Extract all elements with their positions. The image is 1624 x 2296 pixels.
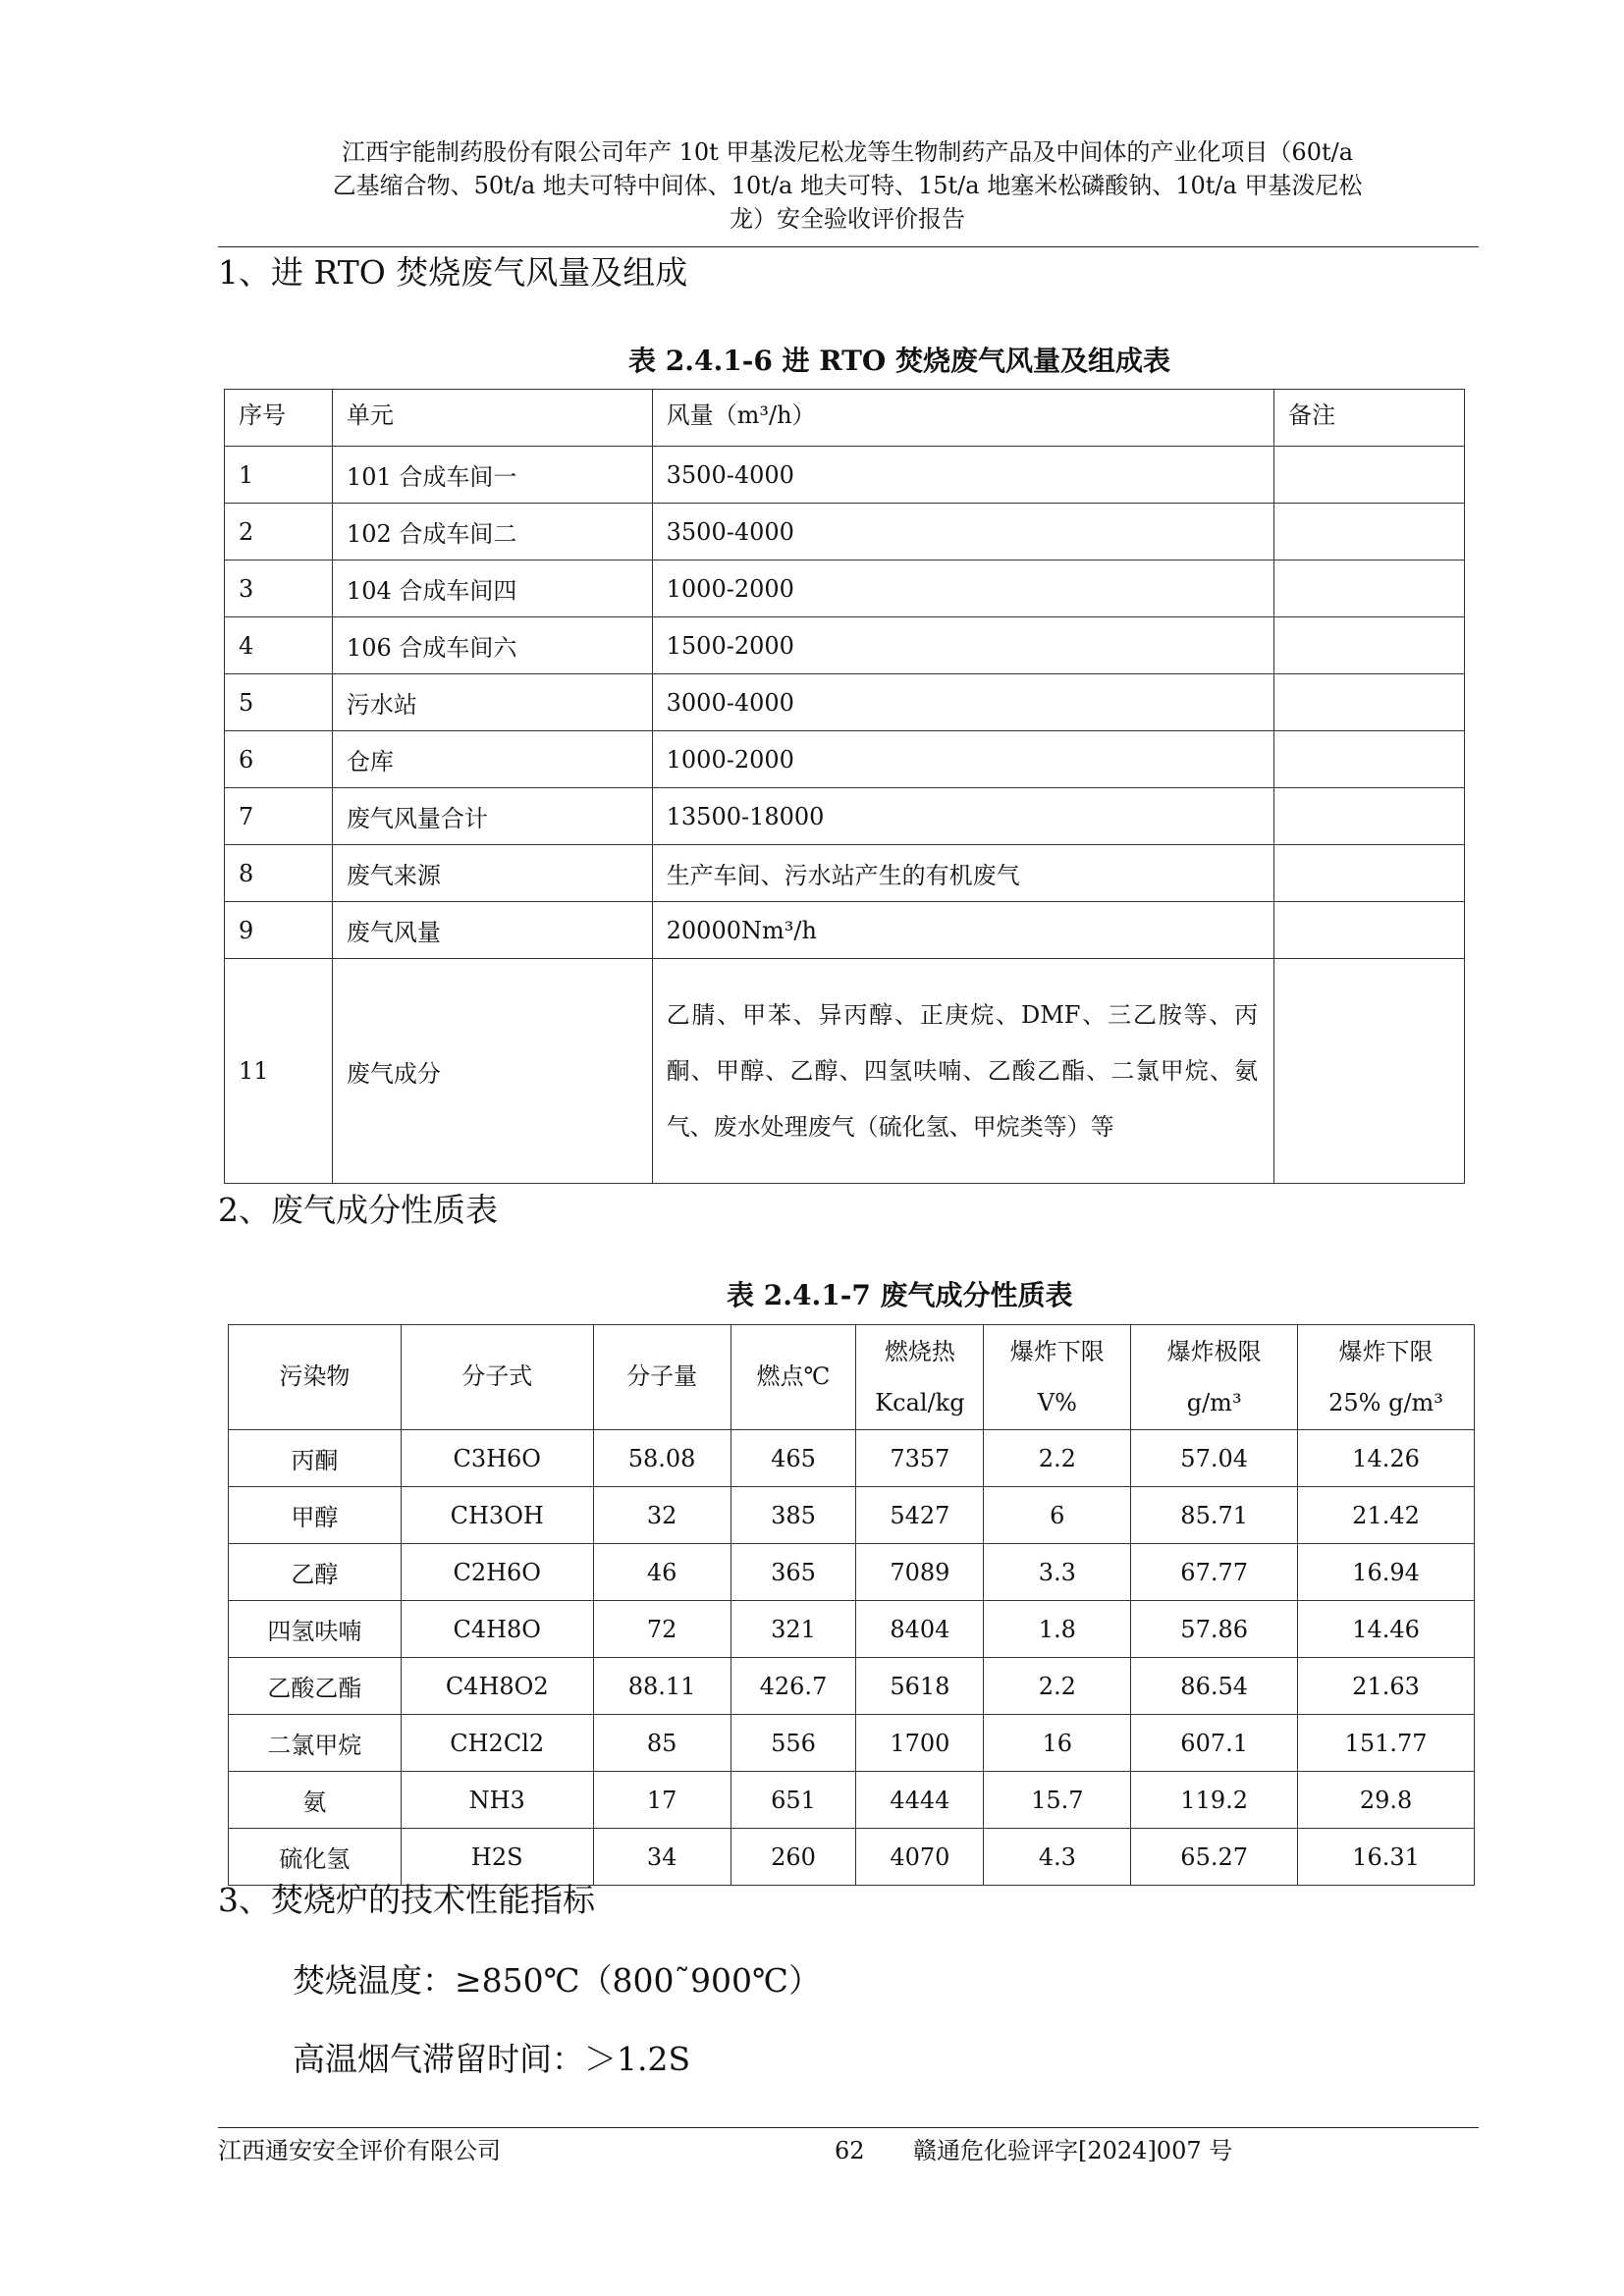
table-cell: CH2Cl2 (401, 1715, 593, 1772)
table-cell: 1000-2000 (652, 731, 1274, 788)
table-cell: 3 (225, 561, 333, 617)
table-cell: 651 (731, 1772, 856, 1829)
table-cell: 46 (593, 1544, 731, 1601)
table-cell: 21.42 (1298, 1487, 1475, 1544)
table-cell: 1.8 (984, 1601, 1131, 1658)
table-cell: 乙酸乙酯 (229, 1658, 402, 1715)
footer-company: 江西通安安全评价有限公司 (218, 2137, 501, 2164)
table-cell: 85 (593, 1715, 731, 1772)
table-cell (1274, 788, 1465, 845)
table-row (225, 504, 1465, 561)
table-cell (1274, 845, 1465, 902)
page-header (224, 135, 1471, 236)
table-cell (1274, 674, 1465, 731)
table-cell: H2S (401, 1829, 593, 1886)
table-cell: C4H8O (401, 1601, 593, 1658)
table-cell: 102 合成车间二 (332, 504, 652, 561)
table-cell: 1700 (856, 1715, 984, 1772)
table-cell: 607.1 (1131, 1715, 1298, 1772)
table-row (229, 1430, 1475, 1487)
table-cell: 乙醇 (229, 1544, 402, 1601)
page-number: 62 (835, 2137, 865, 2164)
table-row (225, 731, 1465, 788)
table-row (225, 617, 1465, 674)
table-header-row (225, 390, 1465, 447)
table-cell (1274, 731, 1465, 788)
header-cell: 爆炸下限 25% g/m³ (1298, 1325, 1475, 1430)
table-cell: 4 (225, 617, 333, 674)
header-divider (218, 246, 1479, 247)
table-header-row (229, 1325, 1475, 1430)
table-row (225, 902, 1465, 959)
table-cell: NH3 (401, 1772, 593, 1829)
table-cell (1274, 617, 1465, 674)
table-cell: 丙酮 (229, 1430, 402, 1487)
table-cell: 乙腈、甲苯、异丙醇、正庚烷、DMF、三乙胺等、丙酮、甲醇、乙醇、四氢呋喃、乙酸乙酯、二氯甲烷、氨气、废水处理废气（硫化氢、甲烷类等）等 (652, 959, 1274, 1184)
table-cell: 生产车间、污水站产生的有机废气 (652, 845, 1274, 902)
table-cell: 3500-4000 (652, 504, 1274, 561)
header-cell: 污染物 (229, 1325, 402, 1430)
header-cell: 燃烧热 Kcal/kg (856, 1325, 984, 1430)
table-row (225, 447, 1465, 504)
table-cell: 5618 (856, 1658, 984, 1715)
table-cell: 104 合成车间四 (332, 561, 652, 617)
table-cell: 8404 (856, 1601, 984, 1658)
table-cell (1274, 447, 1465, 504)
table-cell: 34 (593, 1829, 731, 1886)
table-cell (1274, 959, 1465, 1184)
table-cell: 426.7 (731, 1658, 856, 1715)
table-cell: 86.54 (1131, 1658, 1298, 1715)
table-cell: 仓库 (332, 731, 652, 788)
table-cell: 4.3 (984, 1829, 1131, 1886)
table-cell: 88.11 (593, 1658, 731, 1715)
header-line-1: 江西宇能制药股份有限公司年产 10t 甲基泼尼松龙等生物制药产品及中间体的产业化项目（60t/a (341, 138, 1354, 166)
table-row (225, 788, 1465, 845)
table-cell: 16.94 (1298, 1544, 1475, 1601)
table-row (225, 561, 1465, 617)
table-cell: 556 (731, 1715, 856, 1772)
header-cell: 爆炸极限 g/m³ (1131, 1325, 1298, 1430)
table-cell: 6 (984, 1487, 1131, 1544)
table-cell: 16 (984, 1715, 1131, 1772)
table-cell: 废气来源 (332, 845, 652, 902)
header-cell: 分子量 (593, 1325, 731, 1430)
table-row (225, 674, 1465, 731)
table-row (229, 1487, 1475, 1544)
table-cell: 3.3 (984, 1544, 1131, 1601)
table-cell (1274, 561, 1465, 617)
table-cell: 1 (225, 447, 333, 504)
table-cell: 65.27 (1131, 1829, 1298, 1886)
table-cell: 57.04 (1131, 1430, 1298, 1487)
table-cell: 废气成分 (332, 959, 652, 1184)
table-cell: 7357 (856, 1430, 984, 1487)
table-cell: 5427 (856, 1487, 984, 1544)
table-cell: 17 (593, 1772, 731, 1829)
table-cell: 8 (225, 845, 333, 902)
section-3-title: 3、焚烧炉的技术性能指标 (218, 1881, 595, 1919)
table-cell: 1500-2000 (652, 617, 1274, 674)
table-cell: 4444 (856, 1772, 984, 1829)
table-cell: 4070 (856, 1829, 984, 1886)
table-cell (1274, 902, 1465, 959)
header-cell: 备注 (1274, 390, 1465, 447)
table-row (229, 1601, 1475, 1658)
table-cell: 废气风量 (332, 902, 652, 959)
table-cell: 7 (225, 788, 333, 845)
table-cell: 14.26 (1298, 1430, 1475, 1487)
table-cell: 16.31 (1298, 1829, 1475, 1886)
table-cell: 硫化氢 (229, 1829, 402, 1886)
table-row (225, 845, 1465, 902)
table-cell: 2 (225, 504, 333, 561)
table-cell: 甲醇 (229, 1487, 402, 1544)
header-cell: 单元 (332, 390, 652, 447)
table-cell: 3500-4000 (652, 447, 1274, 504)
table-cell: 6 (225, 731, 333, 788)
table-cell: 119.2 (1131, 1772, 1298, 1829)
gas-properties-body (229, 1430, 1475, 1886)
air-volume-table (224, 389, 1465, 1184)
table-cell (1274, 504, 1465, 561)
table-cell: 101 合成车间一 (332, 447, 652, 504)
flue-gas-residence-time: 高温烟气滞留时间：＞1.2S (293, 2040, 691, 2078)
table-cell: 72 (593, 1601, 731, 1658)
table-cell: C3H6O (401, 1430, 593, 1487)
table-cell: 260 (731, 1829, 856, 1886)
table-cell: 465 (731, 1430, 856, 1487)
header-cell: 序号 (225, 390, 333, 447)
table-cell: 二氯甲烷 (229, 1715, 402, 1772)
table-cell: 106 合成车间六 (332, 617, 652, 674)
table-1-caption: 表 2.4.1-6 进 RTO 焚烧废气风量及组成表 (628, 345, 1171, 377)
table-cell: 四氢呋喃 (229, 1601, 402, 1658)
table-cell: 15.7 (984, 1772, 1131, 1829)
table-cell: 20000Nm³/h (652, 902, 1274, 959)
table-cell: 11 (225, 959, 333, 1184)
header-line-3: 龙）安全验收评价报告 (730, 205, 965, 233)
table-cell: 7089 (856, 1544, 984, 1601)
incineration-temperature: 焚烧温度：≥850℃（800˜900℃） (293, 1961, 821, 2000)
table-cell: 67.77 (1131, 1544, 1298, 1601)
table-row (229, 1715, 1475, 1772)
table-cell: 1000-2000 (652, 561, 1274, 617)
table-cell: 29.8 (1298, 1772, 1475, 1829)
table-cell: 3000-4000 (652, 674, 1274, 731)
table-row (229, 1544, 1475, 1601)
footer-divider (218, 2127, 1479, 2128)
table-cell: 2.2 (984, 1430, 1131, 1487)
table-cell: CH3OH (401, 1487, 593, 1544)
table-row (229, 1658, 1475, 1715)
table-cell: 2.2 (984, 1658, 1131, 1715)
table-cell: 氨 (229, 1772, 402, 1829)
table-cell: 57.86 (1131, 1601, 1298, 1658)
section-2-title: 2、废气成分性质表 (218, 1191, 498, 1229)
table-cell: 14.46 (1298, 1601, 1475, 1658)
table-row (229, 1772, 1475, 1829)
table-cell: 58.08 (593, 1430, 731, 1487)
header-cell: 爆炸下限 V% (984, 1325, 1131, 1430)
gas-properties-table (228, 1324, 1475, 1886)
document-number: 赣通危化验评字[2024]007 号 (913, 2137, 1233, 2164)
table-cell: C4H8O2 (401, 1658, 593, 1715)
table-cell: 32 (593, 1487, 731, 1544)
table-cell: 9 (225, 902, 333, 959)
table-cell: 废气风量合计 (332, 788, 652, 845)
table-row (229, 1829, 1475, 1886)
table-cell: 365 (731, 1544, 856, 1601)
table-2-caption: 表 2.4.1-7 废气成分性质表 (727, 1279, 1073, 1311)
header-cell: 分子式 (401, 1325, 593, 1430)
table-cell: 321 (731, 1601, 856, 1658)
table-cell: 5 (225, 674, 333, 731)
table-row (225, 959, 1465, 1184)
table-cell: 污水站 (332, 674, 652, 731)
table-cell: 151.77 (1298, 1715, 1475, 1772)
table-cell: 385 (731, 1487, 856, 1544)
section-1-title: 1、进 RTO 焚烧废气风量及组成 (218, 253, 688, 292)
header-cell: 风量（m³/h） (652, 390, 1274, 447)
table-cell: C2H6O (401, 1544, 593, 1601)
table-cell: 21.63 (1298, 1658, 1475, 1715)
header-cell: 燃点℃ (731, 1325, 856, 1430)
header-line-2: 乙基缩合物、50t/a 地夫可特中间体、10t/a 地夫可特、15t/a 地塞米松磷酸钠、10t/a 甲基泼尼松 (332, 172, 1363, 199)
table-cell: 13500-18000 (652, 788, 1274, 845)
table-cell: 85.71 (1131, 1487, 1298, 1544)
